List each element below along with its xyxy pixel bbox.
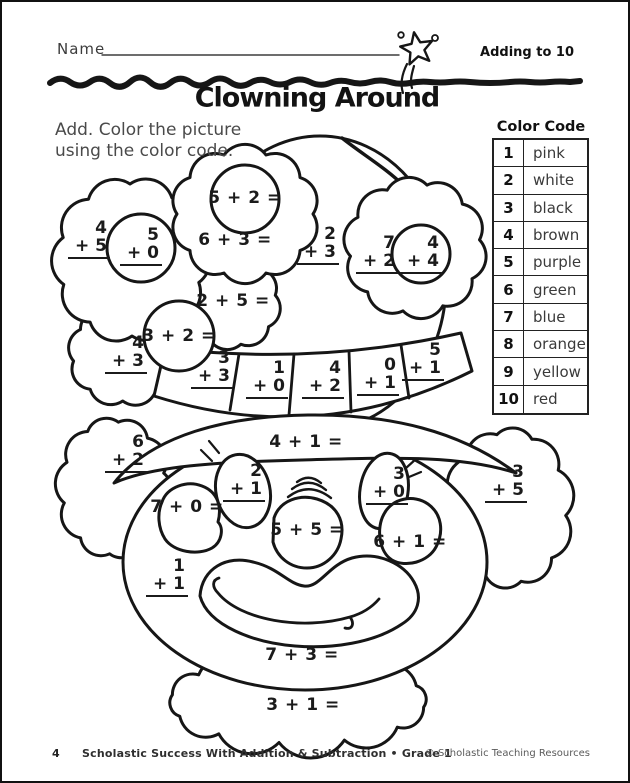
color-code-number: 8 [494, 331, 524, 358]
star-sparkle [398, 32, 404, 38]
problem-band-5: 5 + 1 [402, 341, 444, 381]
problem-band-3: 4 + 2 [302, 359, 344, 399]
color-code-number: 3 [494, 195, 524, 222]
problem-nose: 5 + 5 = [270, 520, 344, 540]
color-code-number: 2 [494, 167, 524, 194]
problem-flower-left-petal: 4 + 5 [68, 219, 110, 259]
name-label: Name [57, 40, 106, 58]
cheek-left [159, 484, 222, 552]
problem-band-1: 3 + 3 [191, 349, 233, 389]
instructions-line2: using the color code. [55, 141, 234, 161]
problem-flower-right-petal: 7 + 2 [356, 234, 398, 274]
color-code-number: 5 [494, 249, 524, 276]
color-code-number: 1 [494, 140, 524, 167]
problem-cheek-right: 6 + 1 = [373, 532, 447, 552]
color-code-name: yellow [524, 358, 587, 385]
star-sparkle [432, 35, 438, 41]
color-code-name: blue [524, 304, 587, 331]
problem-hat-dome: 2 + 3 [297, 225, 339, 265]
problem-flower-left-center: 5 + 0 [120, 226, 162, 266]
star-icon [400, 32, 432, 64]
page-number: 4 [52, 747, 60, 760]
problem-chin: 7 + 3 = [265, 645, 339, 665]
color-code-number: 10 [494, 386, 524, 413]
color-code-name: purple [524, 249, 587, 276]
problem-flower-top-lower: 6 + 3 = [198, 230, 272, 250]
color-code-number: 6 [494, 276, 524, 303]
page-title: Clowning Around [194, 82, 440, 114]
color-code-name: white [524, 167, 587, 194]
problem-band-2: 1 + 0 [246, 359, 288, 399]
problem-eye-right: 3 + 0 [366, 465, 408, 505]
problem-hat-brim: 4 + 1 = [269, 432, 343, 452]
problem-bow: 3 + 1 = [266, 695, 340, 715]
color-code-number: 4 [494, 222, 524, 249]
color-code-name: black [524, 195, 587, 222]
color-code-name: green [524, 276, 587, 303]
color-code-name: red [533, 390, 558, 409]
problem-flower-top-center: 5 + 2 = [208, 188, 282, 208]
problem-cheek-left: 7 + 0 = [150, 497, 224, 517]
problem-hair-right: 3 + 5 [485, 463, 527, 503]
problem-flower-right-center: 4 + 4 [400, 234, 442, 274]
problem-eye-left: 2 + 1 [223, 462, 265, 502]
problem-circle-left: 3 + 2 = [142, 326, 216, 346]
problem-hair-left: 6 + 2 [105, 433, 147, 473]
color-code-table [492, 138, 589, 415]
footer-series: Scholastic Success With Addition & Subtraction • Grade 1 [82, 747, 452, 760]
color-code-number: 7 [494, 304, 524, 331]
problem-band-4: 0 + 1 [357, 356, 399, 396]
instructions-line1: Add. Color the picture [55, 120, 242, 140]
color-code-number: 9 [494, 358, 524, 385]
color-code-name: brown [524, 222, 587, 249]
footer-copyright: © Scholastic Teaching Resources [424, 748, 590, 759]
color-code-name: pink [524, 140, 587, 167]
problem-leaf-left: 4 + 3 [105, 334, 147, 374]
problem-leaf-middle: 2 + 5 = [196, 291, 270, 311]
color-code-name: orange [524, 331, 587, 358]
instructions [55, 120, 241, 162]
color-code-title: Color Code [496, 119, 586, 135]
problem-face-left: 1 + 1 [146, 557, 188, 597]
skill-label: Adding to 10 [480, 45, 574, 60]
